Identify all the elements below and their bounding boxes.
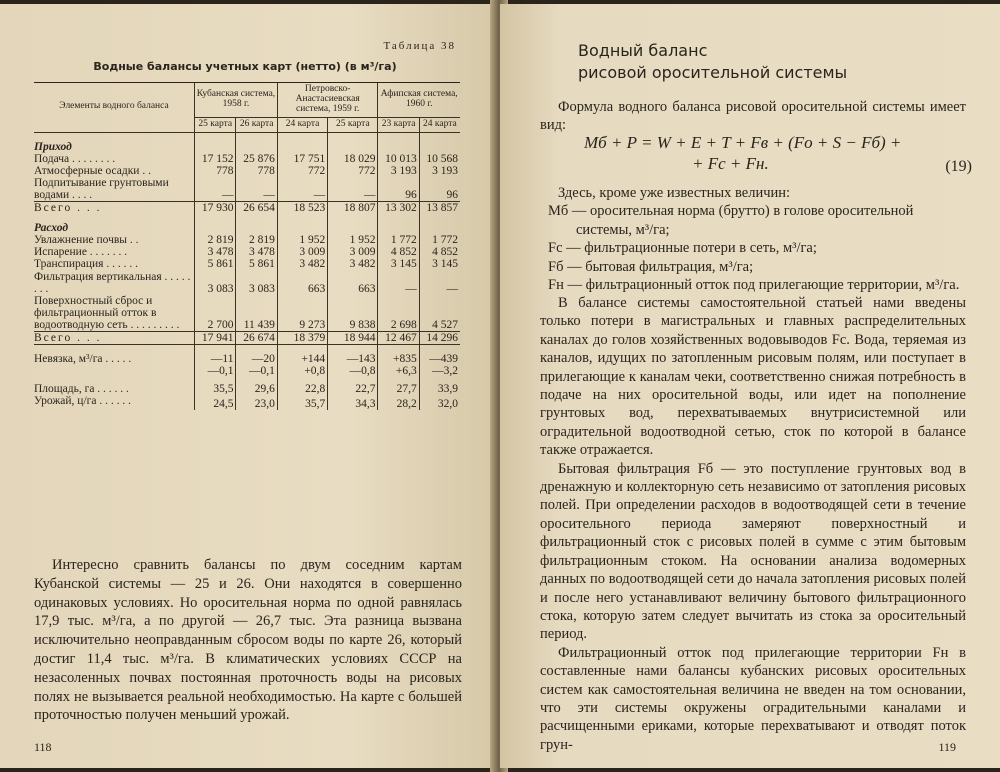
- formula: Mб + P = W + E + T + Fв + (Fо + S − Fб) + + Fс + Fн. (19): [584, 133, 972, 175]
- paragraph: Бытовая фильтрация Fб — это поступление грунтовых вод в дренажную и коллекторную сеть независимо от затопления рисовых полей. При определении расходов в водоотводящей сети в течение оросительного периода замеряют поверхностный и фильтрационный сток с рисовых полей в сумме с этим бытовым фильтрационным стоком. На основании анализа водомерных данных по водоотводящей сети до начала затопления рисовых полей и после него устанавливают величину бытового фильтрационного стока, которую затем следует вычитать из стока за оросительный период.: [540, 460, 966, 643]
- body-text: [540, 294, 966, 754]
- page-number-right: 119: [938, 740, 956, 754]
- system-header-3: Афипская система, 1960 г.: [378, 83, 460, 118]
- table-row: Увлажнение почвы . . 2 819 2 819 1 952 1 952 1 772 1 772: [34, 234, 458, 247]
- card-header: 24 карта: [277, 117, 327, 132]
- table-row: Фильтрация вертикальная . . . . . . . . 3 083 3 083 663 663 — —: [34, 270, 458, 295]
- definition-item: Mб — оросительная норма (брутто) в голове оросительной системы, м³/га;: [548, 203, 914, 238]
- card-header: 26 карта: [236, 117, 277, 132]
- table-row: Поверхностный сброс и фильтрационный отток в водоотводную сеть . . . . . . . . . 2 700 11 439 9 273 9 838 2 698 4 527: [34, 294, 458, 331]
- discrepancy-pct-row: —0,1 —0,1 +0,8 —0,8 +6,3 —3,2: [34, 365, 460, 377]
- definition-item: Fб — бытовая фильтрация, м³/га;: [548, 258, 754, 275]
- table-row: Атмосферные осадки . . 778 778 772 772 3 193 3 193: [34, 165, 458, 177]
- paragraph: Фильтрационный отток под прилегающие территории Fн в составленные нами балансы кубанских рисовых оросительных систем как самостоятельная величина не введен на том основании, что эти системы окружены оградительными каналами и расчищенными ериками, которые перехватывают и отводят поток грун-: [540, 644, 966, 753]
- water-balance-table: [34, 82, 460, 410]
- table-row: Испарение . . . . . . . 3 478 3 478 3 009 3 009 4 852 4 852: [34, 246, 458, 259]
- table-row: Подпитывание грунтовыми водами . . . . — — — — 96 96: [34, 177, 458, 202]
- income-title: Приход: [34, 140, 72, 153]
- area-row: Площадь, га . . . . . . 35,5 29,6 22,8 22,7 27,7 33,9: [34, 377, 460, 395]
- left-paragraph: Интересно сравнить балансы по двум соседним картам Кубанской системы — 25 и 26. Они находятся в совершенно одинаковых условиях. Но оросительная норма по одной равнялась 17,9 тыс. м³/га, а по другой — 26,7 тыс. Эта разница вызвана исключительно неоправданным сбросом воды по карте 26, который достиг 11,4 тыс. м³/га. В климатических условиях СССР на незасоленных почвах постоянная проточность воды на рисовых полях не вызывается реальной необходимостью. На карте с большей проточностью получен меньший урожай.: [34, 557, 462, 724]
- elements-header: Элементы водного баланса: [34, 83, 195, 133]
- system-header-1: Кубанская система, 1958 г.: [195, 83, 278, 118]
- discrepancy-row: Невязка, м³/га . . . . . —11 —20 +144 —143 +835 —439: [34, 344, 460, 365]
- section-heading: Водный баланс рисовой оросительной системы: [578, 41, 848, 82]
- card-header: 25 карта: [328, 117, 378, 132]
- equation-number: (19): [945, 158, 972, 175]
- expense-title: Расход: [34, 222, 69, 235]
- table-row: Подача . . . . . . . . 17 152 25 876 17 751 18 029 10 013 10 568: [34, 152, 458, 165]
- system-header-2: Петровско-Анастасиевская система, 1959 г.: [277, 83, 378, 118]
- card-header: 24 карта: [419, 117, 460, 132]
- table-number: Таблица 38: [383, 40, 456, 52]
- definition-item: Fс — фильтрационные потери в сеть, м³/га;: [548, 240, 817, 257]
- card-header: 25 карта: [195, 117, 236, 132]
- table-title: Водные балансы учетных карт (нетто) (в м³/га): [93, 60, 397, 73]
- right-page: [500, 4, 1000, 768]
- page-number-left: 118: [34, 740, 52, 754]
- definition-item: Fн — фильтрационный отток под прилегающие территории, м³/га.: [548, 277, 960, 294]
- left-page: [0, 4, 496, 768]
- paragraph: В балансе системы самостоятельной статьей нами введены только потери в магистральных и главных распределительных каналах до голов хозяйственных водовыводов Fс. Вода, теряемая из каналов, идущих по затопленным рисовым полям, или поступает в прилегающие к каналам чеки, соответственно снижая потребность в подаче на них оросительной воды, или идет на пополнение грунтовых вод, перехватываемых внутрисистемной или оградительной водоотводной сетью, сток по которой в балансе также отражается.: [540, 295, 966, 459]
- yield-row: Урожай, ц/га . . . . . . 24,5 23,0 35,7 34,3 28,2 32,0: [34, 395, 458, 411]
- formula-intro: Формула водного баланса рисовой оросительной системы имеет вид:: [540, 99, 966, 134]
- expense-total-row: Всего . . . 17 941 26 674 18 379 18 944 12 467 14 296: [34, 331, 458, 344]
- definitions: Здесь, кроме уже известных величин: Mб — оросительная норма (брутто) в голове оросительной системы, м³/га; Fс — фильтрационные потери в сеть, м³/га; Fб — бытовая фильтрация, м³/га; Fн — фильтрационный отток под прилегающие территории, м³/га.: [540, 184, 966, 294]
- table-row: Транспирация . . . . . . 5 861 5 861 3 482 3 482 3 145 3 145: [34, 258, 458, 271]
- income-total-row: Всего . . . 17 930 26 654 18 523 18 807 13 302 13 857: [34, 202, 458, 215]
- card-header: 23 карта: [378, 117, 419, 132]
